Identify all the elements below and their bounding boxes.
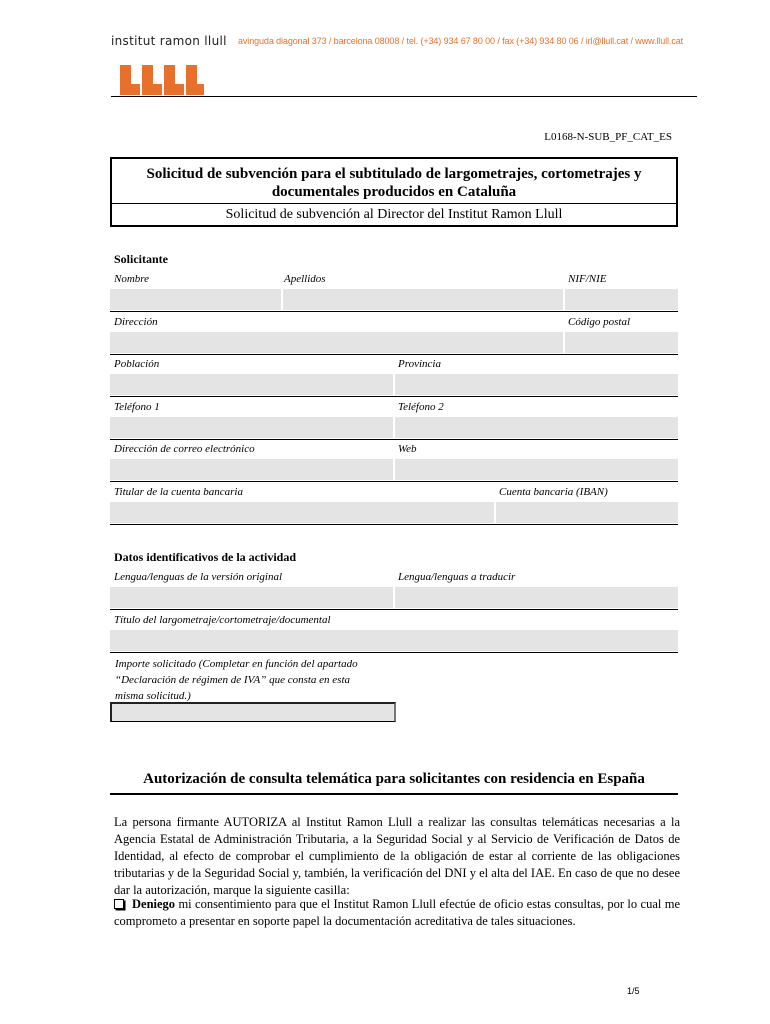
row-languages — [110, 567, 678, 610]
institution-name: institut ramon llull — [111, 34, 227, 48]
nombre-field[interactable] — [110, 289, 281, 310]
page-number: 1/5 — [627, 986, 640, 996]
label-web: Web — [398, 443, 417, 455]
authorization-title: Autorización de consulta telemática para solicitantes con residencia en España — [110, 771, 678, 795]
titulo-field[interactable] — [110, 630, 678, 651]
label-email: Dirección de correo electrónico — [114, 443, 255, 455]
row-city — [110, 354, 678, 397]
label-titular: Titular de la cuenta bancaria — [114, 486, 243, 498]
label-lengua-traducir: Lengua/lenguas a traducir — [398, 571, 516, 583]
authorization-paragraph: La persona firmante AUTORIZA al Institut Ramon Llull a realizar las consultas telemáticas necesarias a la Agencia Estatal de Administración Tributaria, a la Seguridad Social y al Servicio de Verificación de Datos de Identidad, al efecto de comprobar el cumplimiento de la obligación de estar al corriente de las obligaciones tributarias y de la Seguridad Social y, también, la verificación del DNI y el alta del IAE. En caso de que no desee dar la autorización, marque la siguiente casilla: — [114, 815, 680, 897]
llull-logo — [120, 61, 204, 95]
title-box — [110, 157, 678, 227]
row-contact — [110, 439, 678, 482]
provincia-field[interactable] — [395, 374, 678, 395]
label-iban: Cuenta bancaria (IBAN) — [499, 486, 608, 498]
deny-consent-line — [114, 896, 680, 930]
label-provincia: Provincia — [398, 358, 441, 370]
apellidos-field[interactable] — [283, 289, 563, 310]
telefono2-field[interactable] — [395, 417, 678, 438]
document-title: Solicitud de subvención para el subtitulado de largometrajes, cortometrajes y documentales producidos en Cataluña — [146, 166, 642, 200]
letterhead — [111, 33, 697, 97]
poblacion-field[interactable] — [110, 374, 393, 395]
deny-label-bold: Deniego — [132, 897, 176, 911]
telefono1-field[interactable] — [110, 417, 393, 438]
deny-checkbox[interactable] — [114, 899, 124, 909]
label-apellidos: Apellidos — [284, 273, 326, 285]
label-codigo-postal: Código postal — [568, 316, 631, 328]
row-phones — [110, 397, 678, 440]
institution-address: avinguda diagonal 373 / barcelona 08008 / tel. (+34) 934 67 80 00 / fax (+34) 934 80 06 / irl@llull.cat / www.llull.cat — [238, 36, 684, 46]
direccion-field[interactable] — [110, 332, 563, 353]
email-field[interactable] — [110, 459, 393, 480]
label-titulo: Título del largometraje/cortometraje/documental — [114, 614, 331, 626]
lengua-original-field[interactable] — [110, 587, 393, 608]
lengua-traducir-field[interactable] — [395, 587, 678, 608]
nif-field[interactable] — [565, 289, 678, 310]
codigo-postal-field[interactable] — [565, 332, 678, 353]
document-subtitle: Solicitud de subvención al Director del Institut Ramon Llull — [112, 203, 676, 227]
deny-label-text: mi consentimiento para que el Institut Ramon Llull efectúe de oficio estas consultas, por lo cual me comprometo a presentar en soporte papel la documentación acreditativa de tales situaciones. — [114, 897, 680, 928]
label-telefono2: Teléfono 2 — [398, 401, 444, 413]
label-nombre: Nombre — [114, 273, 150, 285]
label-direccion: Dirección — [114, 316, 158, 328]
importe-label-line-2: “Declaración de régimen de IVA” que consta en esta — [115, 674, 351, 686]
label-poblacion: Población — [114, 358, 160, 370]
row-title — [110, 610, 678, 653]
row-name — [110, 269, 678, 312]
label-nif: NIF/NIE — [568, 273, 607, 285]
importe-label-line-1: Importe solicitado (Completar en función del apartado — [115, 658, 358, 670]
label-telefono1: Teléfono 1 — [114, 401, 160, 413]
activity-heading: Datos identificativos de la actividad — [114, 550, 296, 564]
importe-field[interactable] — [110, 702, 396, 722]
row-address — [110, 312, 678, 355]
importe-label-line-3: misma solicitud.) — [115, 690, 191, 702]
row-bank — [110, 482, 678, 525]
web-field[interactable] — [395, 459, 678, 480]
label-lengua-original: Lengua/lenguas de la versión original — [114, 571, 283, 583]
applicant-heading: Solicitante — [114, 252, 168, 266]
iban-field[interactable] — [496, 502, 678, 523]
document-code: L0168-N-SUB_PF_CAT_ES — [544, 131, 672, 143]
titular-field[interactable] — [110, 502, 494, 523]
importe-label — [115, 656, 358, 704]
